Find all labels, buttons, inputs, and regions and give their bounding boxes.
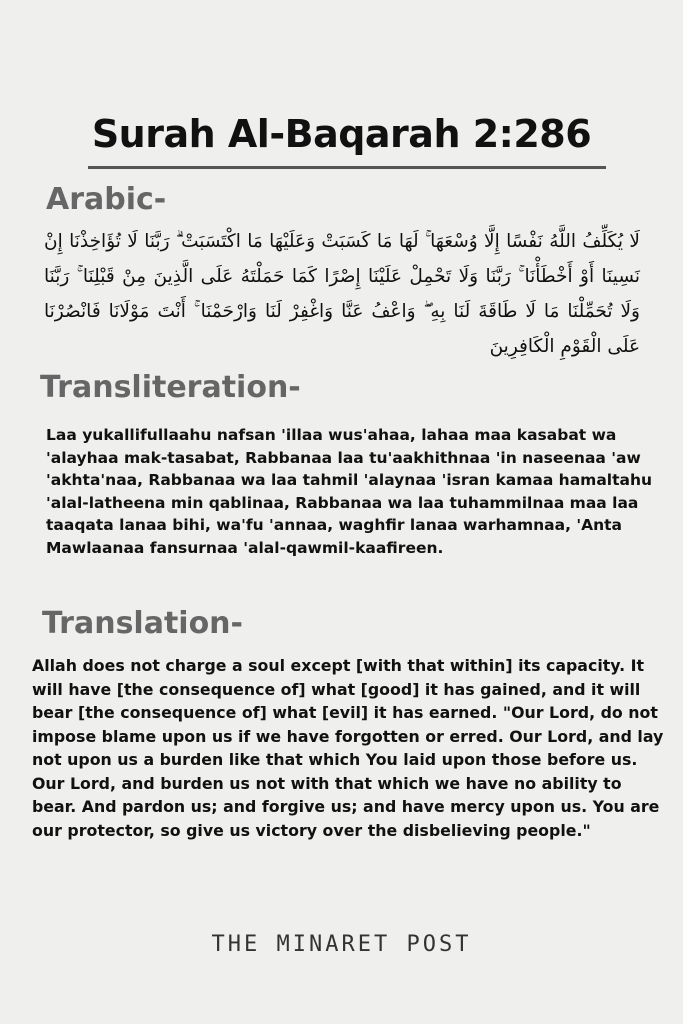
arabic-heading: Arabic-: [46, 182, 167, 217]
arabic-verse-text: لَا يُكَلِّفُ اللَّهُ نَفْسًا إِلَّا وُسْعَهَا ۚ لَهَا مَا كَسَبَتْ وَعَلَيْهَا مَا اكْتَسَبَتْ ۗ رَبَّنَا لَا تُؤَاخِذْنَا إِنْ نَسِينَا أَوْ أَخْطَأْنَا ۚ رَبَّنَا وَلَا تَحْمِلْ عَلَيْنَا إِصْرًا كَمَا حَمَلْتَهُ عَلَى الَّذِينَ مِنْ قَبْلِنَا ۚ رَبَّنَا وَلَا تُحَمِّلْنَا مَا لَا طَاقَةَ لَنَا بِهِ ۖ وَاعْفُ عَنَّا وَاغْفِرْ لَنَا وَارْحَمْنَا ۚ أَنْتَ مَوْلَانَا فَانْصُرْنَا عَلَى الْقَوْمِ الْكَافِرِينَ: [44, 231, 640, 357]
page-title: Surah Al-Baqarah 2:286: [91, 112, 592, 156]
translation-text: Allah does not charge a soul except [with that within] its capacity. It will have [the consequence of] what [good] it has gained, and it will bear [the consequence of] what [evil] it has earned. "Our Lord, do not impose blame upon us if we have forgotten or erred. Our Lord, and lay not upon us a burden like that which You laid upon those before us. Our Lord, and burden us not with that which we have no ability to bear. And pardon us; and forgive us; and have mercy upon us. You are our protector, so give us victory over the disbelieving people.": [32, 656, 664, 840]
transliteration-heading: Transliteration-: [40, 370, 301, 405]
translation-heading: Translation-: [42, 606, 243, 641]
footer-brand: THE MINARET POST: [211, 932, 472, 957]
title-underline: [88, 166, 606, 169]
transliteration-text: Laa yukallifullaahu nafsan 'illaa wus'ahaa, lahaa maa kasabat wa 'alayhaa mak-tasabat, Rabbanaa laa tu'aakhithnaa 'in naseenaa 'aw 'akhta'naa, Rabbanaa wa laa tahmil 'alaynaa 'isran kamaa hamaltahu 'alal-latheena min qablinaa, Rabbanaa wa laa tuhammilnaa maa laa taaqata lanaa bihi, wa'fu 'annaa, waghfir lanaa warhamnaa, 'Anta Mawlaanaa fansurnaa 'alal-qawmil-kaafireen.: [46, 426, 653, 557]
